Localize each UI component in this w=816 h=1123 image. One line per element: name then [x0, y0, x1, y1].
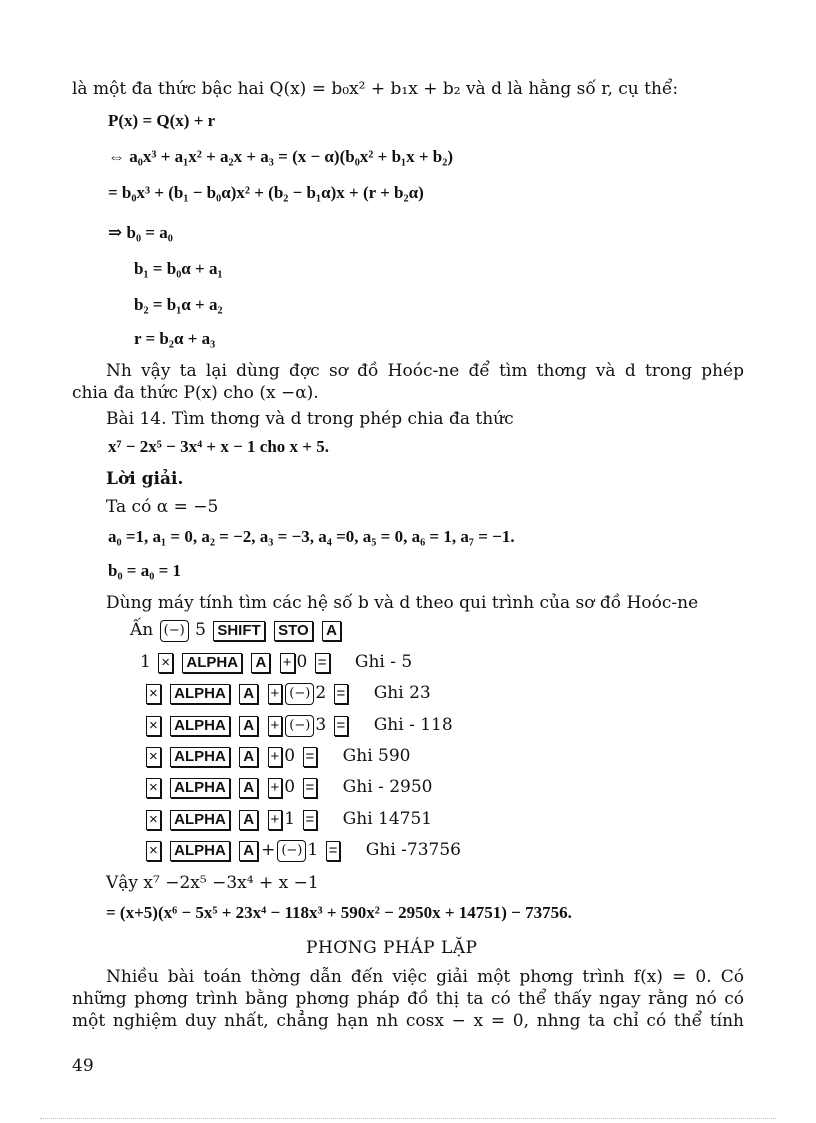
digit: 1 — [307, 840, 319, 860]
equals-key[interactable]: = — [315, 653, 330, 673]
coefficient-b0: b₀ = a₀ = 1 — [108, 561, 182, 580]
equation-b1: b₁ = b₀α + a₁ — [134, 259, 223, 278]
key-row-4 — [144, 745, 411, 767]
plus-key[interactable]: + — [268, 716, 283, 736]
digit: 1 — [284, 809, 296, 829]
plus-sign: + — [261, 840, 276, 860]
equals-key[interactable]: = — [303, 778, 318, 798]
key-row-7 — [144, 839, 461, 862]
alpha-key[interactable]: ALPHA — [170, 810, 230, 830]
digit: 3 — [315, 715, 327, 735]
digit: 0 — [284, 746, 296, 766]
an-label: Ấn — [130, 620, 154, 640]
result-note: Ghi - 118 — [373, 715, 453, 735]
negative-key[interactable]: (−) — [160, 620, 189, 642]
multiply-key[interactable]: × — [146, 716, 161, 736]
result-note: Ghi - 2950 — [342, 777, 433, 797]
plus-key[interactable]: + — [268, 684, 283, 704]
sto-key[interactable]: STO — [274, 621, 313, 641]
text-line-nhu-vay: Nh vậy ta lại dùng đợc sơ đồ Hoóc-ne để tìm thơng và d trong phép — [106, 361, 744, 381]
equals-key[interactable]: = — [326, 841, 341, 861]
multiply-key[interactable]: × — [158, 653, 173, 673]
digit: 0 — [296, 652, 308, 672]
equation-r: r = b₂α + a₃ — [134, 329, 216, 348]
coefficients-a: a₀ =1, a₁ = 0, a₂ = −2, a₃ = −3, a₄ =0, a₅ = 0, a₆ = 1, a₇ = −1. — [108, 527, 515, 546]
text-line-1: là một đa thức bậc hai Q(x) = b₀x² + b₁x + b₂ và d là hằng số r, cụ thể: — [72, 79, 679, 99]
key-row-3 — [144, 714, 453, 737]
alpha-key[interactable]: ALPHA — [170, 716, 230, 736]
a-key[interactable]: A — [239, 684, 258, 704]
equation-collected: = b₀x³ + (b₁ − b₀α)x² + (b₂ − b₁α)x + (r + b₂α) — [108, 183, 424, 202]
plus-key[interactable]: + — [268, 747, 283, 767]
section-heading: PHƠNG PHÁP LẶP — [306, 938, 478, 958]
alpha-key[interactable]: ALPHA — [182, 653, 242, 673]
key-row-5 — [144, 776, 432, 798]
result-note: Ghi -73756 — [365, 840, 461, 860]
conclusion-line: Vậy x⁷ −2x⁵ −3x⁴ + x −1 — [106, 873, 319, 893]
key-row-1 — [140, 651, 412, 673]
multiply-key[interactable]: × — [146, 841, 161, 861]
key-row-2 — [144, 682, 431, 705]
text-line-mot: một nghiệm duy nhất, chẳng hạn nh cosx − x = 0, nhng ta chỉ có thể tính — [72, 1011, 744, 1031]
equation-expansion: ⇔ a₀x³ + a₁x² + a₂x + a₃ = (x − α)(b₀x² + b₁x + b₂) — [108, 147, 454, 166]
negative-key[interactable]: (−) — [285, 715, 314, 737]
final-result-equation: = (x+5)(x⁶ − 5x⁵ + 23x⁴ − 118x³ + 590x² − 2950x + 14751) − 73756. — [106, 903, 572, 922]
equation-b2: b₂ = b₁α + a₂ — [134, 295, 223, 314]
page-number: 49 — [72, 1056, 94, 1076]
result-note: Ghi - 5 — [354, 652, 413, 672]
plus-key[interactable]: + — [268, 810, 283, 830]
digit: 0 — [284, 777, 296, 797]
equation-p-equals-q: P(x) = Q(x) + r — [108, 111, 216, 130]
equals-key[interactable]: = — [303, 810, 318, 830]
key-row-0 — [130, 619, 343, 642]
shift-key[interactable]: SHIFT — [213, 621, 264, 641]
exercise-14-polynomial: x⁷ − 2x⁵ − 3x⁴ + x − 1 cho x + 5. — [108, 437, 329, 456]
digit: 5 — [195, 620, 206, 640]
negative-key[interactable]: (−) — [277, 840, 306, 862]
footer-divider — [40, 1118, 776, 1119]
plus-key[interactable]: + — [268, 778, 283, 798]
multiply-key[interactable]: × — [146, 778, 161, 798]
a-key[interactable]: A — [322, 621, 341, 641]
alpha-key[interactable]: ALPHA — [170, 778, 230, 798]
equation-b0: ⇒ b₀ = a₀ — [108, 223, 173, 242]
a-key[interactable]: A — [239, 841, 258, 861]
exercise-14-title: Bài 14. Tìm thơng và d trong phép chia đa thức — [106, 409, 514, 429]
alpha-key[interactable]: ALPHA — [170, 684, 230, 704]
alpha-key[interactable]: ALPHA — [170, 841, 230, 861]
text-line-nhung: những phơng trình bằng phơng pháp đồ thị ta có thể thấy ngay rằng nó có — [72, 989, 744, 1009]
plus-key[interactable]: + — [280, 653, 295, 673]
multiply-key[interactable]: × — [146, 684, 161, 704]
result-note: Ghi 14751 — [342, 809, 433, 829]
digit: 2 — [315, 683, 327, 703]
digit: 1 — [140, 652, 151, 672]
result-note: Ghi 23 — [373, 683, 431, 703]
text-line-nhieu: Nhiều bài toán thờng dẫn đến việc giải một phơng trình f(x) = 0. Có — [106, 967, 744, 987]
multiply-key[interactable]: × — [146, 747, 161, 767]
a-key[interactable]: A — [239, 716, 258, 736]
alpha-value: Ta có α = −5 — [106, 497, 219, 517]
equals-key[interactable]: = — [334, 716, 349, 736]
a-key[interactable]: A — [239, 810, 258, 830]
solution-heading: Lời giải. — [106, 469, 184, 489]
text-line-chia: chia đa thức P(x) cho (x −α). — [72, 383, 319, 403]
multiply-key[interactable]: × — [146, 810, 161, 830]
a-key[interactable]: A — [251, 653, 270, 673]
calculator-intro: Dùng máy tính tìm các hệ số b và d theo qui trình của sơ đồ Hoóc-ne — [106, 593, 699, 613]
a-key[interactable]: A — [239, 778, 258, 798]
negative-key[interactable]: (−) — [285, 683, 314, 705]
equals-key[interactable]: = — [303, 747, 318, 767]
key-row-6 — [144, 808, 432, 830]
result-note: Ghi 590 — [342, 746, 411, 766]
equals-key[interactable]: = — [334, 684, 349, 704]
a-key[interactable]: A — [239, 747, 258, 767]
alpha-key[interactable]: ALPHA — [170, 747, 230, 767]
